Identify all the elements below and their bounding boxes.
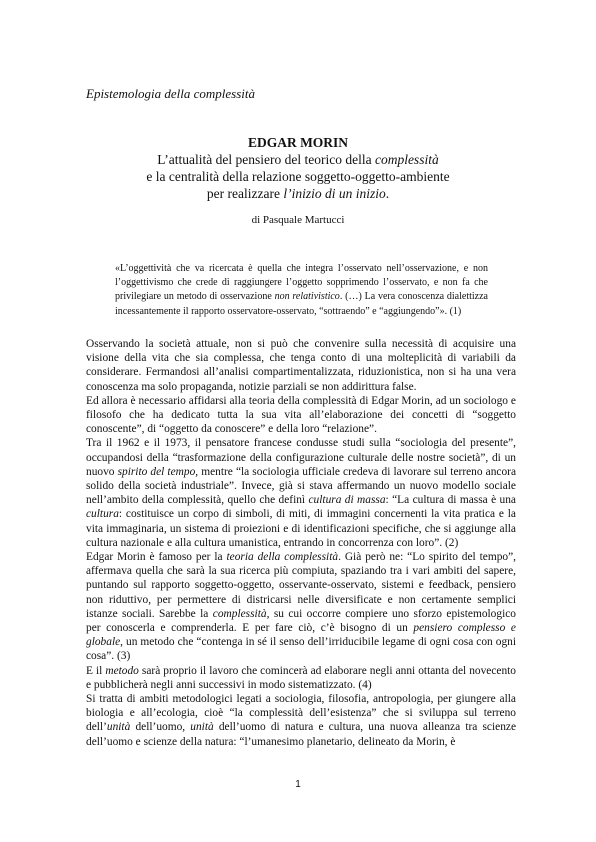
paragraph: Osservando la società attuale, non si può che convenire sulla necessità di acquisire una visione della vita che sia complessa, che tenga conto di una molteplicità di variabili da considerare. Fermandosi all’analisi compartimentalizzata, riduzionistica, non si ha una vera conoscenza ma solo propaganda, notizie parziali se non addirittura false. (86, 338, 516, 393)
author-title: EDGAR MORIN (247, 135, 349, 150)
paragraph: E il metodo sarà proprio il lavoro che comincerà ad elaborare negli anni ottanta del novecento e pubblicherà negli anni successivi in modo sistematizzato. (4) (86, 664, 516, 691)
running-head: Epistemologia della complessità (86, 86, 255, 101)
paragraph: Ed allora è necessario affidarsi alla teoria della complessità di Edgar Morin, ad un sociologo e filosofo che ha dedicato tutta la sua vita all’elaborazione dei concetti di “soggetto conoscente”, di “oggetto da conoscere” e della loro “relazione”. (86, 394, 516, 436)
paragraph: Si tratta di ambiti metodologici legati a sociologia, filosofia, antropologia, per giungere alla biologia e all’ecologia, cioè “la complessità dell’esistenza” che si sviluppa sul terreno dell’unità dell’uomo, unità dell’uomo di natura e cultura, una nuova alleanza tra scienze dell’uomo e scienze della natura: “l’umanesimo planetario, delineato da Morin, è (86, 693, 516, 748)
byline: di Pasquale Martucci (251, 214, 345, 226)
title-line-4: per realizzare l’inizio di un inizio. (206, 186, 390, 201)
title-line-2: L’attualità del pensiero del teorico della complessità (157, 152, 439, 167)
paragraph: Edgar Morin è famoso per la teoria della complessità. Già però ne: “Lo spirito del tempo”, affermava quella che sarà la sua ricerca più compiuta, spaziando tra i vari ambiti del sapere, puntando sul rapporto soggetto-oggetto, osservante-osservato, sistemi e feedback, pensiero non riduttivo, per permettere di districarsi nelle diversificate e non certamente semplici istanze sociali. Sarebbe la complessità, su cui occorre compiere uno sforzo epistemologico per conoscerla e comprenderla. E per fare ciò, c’è bisogno di un pensiero complesso e globale, un metodo che “contenga in sé il senso dell’irriducibile legame di ogni cosa con ogni cosa”. (3) (86, 551, 516, 663)
paragraph: Tra il 1962 e il 1973, il pensatore francese condusse studi sulla “sociologia del presente”, occupandosi della “trasformazione della configurazione culturale delle nostre società”, di un nuovo spirito del tempo, mentre “la sociologia ufficiale credeva di lavorare sul terreno ancora solido della società industriale”. Invece, già si stava affermando un nuovo modello sociale nell’ambito della complessità, quello che definì cultura di massa: “La cultura di massa è una cultura: costituisce un corpo di simboli, di miti, di immagini concernenti la vita pratica e la vita immaginaria, un sistema di proiezioni e di identificazioni specifiche, che si aggiunge alla cultura nazionale e alla cultura umanistica, entrando in concorrenza con loro”. (2) (86, 437, 516, 549)
body-text (86, 337, 516, 749)
epigraph-quote (115, 262, 488, 319)
quote-text: «L’oggettività che va ricercata è quella che integra l’osservato nell’osservazione, e non l’oggettivismo che crede di raggiungere l’oggetto sopprimendo l’osservato, e non fa che privilegiare un metodo di osservazione non relativistico. (…) La vera conoscenza dialettizza incessantemente il rapporto osservatore-osservato, “sottraendo” e “aggiungendo”». (1) (115, 263, 488, 317)
title-block (86, 134, 510, 226)
title-line-3: e la centralità della relazione soggetto-oggetto-ambiente (146, 169, 450, 184)
page-number: 1 (295, 779, 301, 790)
